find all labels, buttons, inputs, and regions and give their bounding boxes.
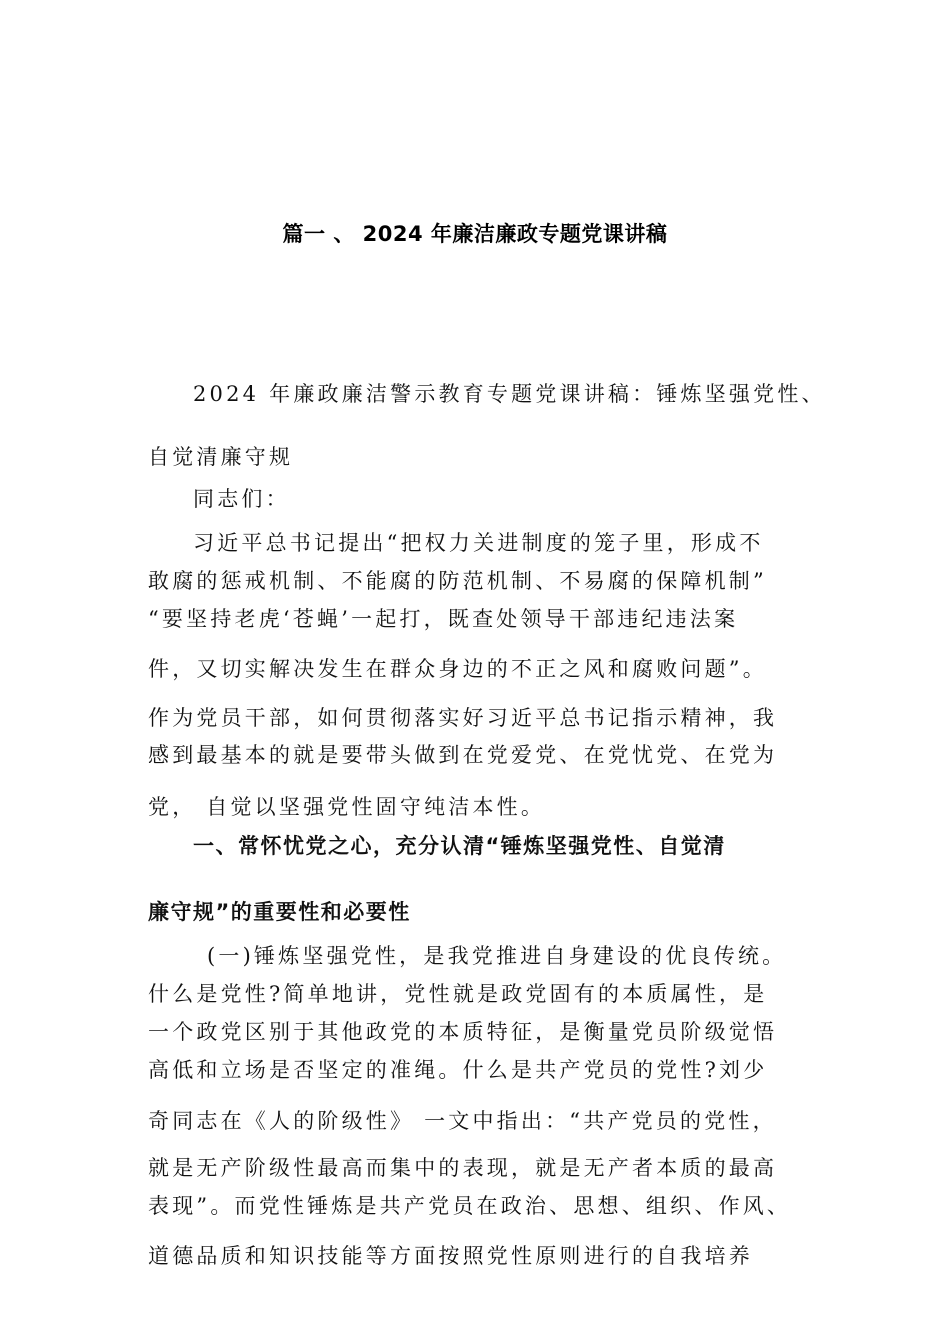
paragraph-line: 2024 年廉政廉洁警示教育专题党课讲稿：锤炼坚强党性、 xyxy=(193,382,826,406)
paragraph-line: 敢腐的惩戒机制、不能腐的防范机制、不易腐的保障机制” xyxy=(148,569,767,593)
section-heading-line: 一、常怀忧党之心，充分认清“锤炼坚强党性、自觉清 xyxy=(193,834,726,858)
paragraph-line: (一)锤炼坚强党性，是我党推进自身建设的优良传统。 xyxy=(207,944,787,968)
paragraph-line: 感到最基本的就是要带头做到在党爱党、在党忧党、在党为 xyxy=(148,743,778,767)
paragraph-line: 作为党员干部，如何贯彻落实好习近平总书记指示精神，我 xyxy=(148,706,778,730)
paragraph-line: 同志们： xyxy=(193,487,290,511)
paragraph-line: 就是无产阶级性最高而集中的表现，就是无产者本质的最高 xyxy=(148,1156,778,1180)
paragraph-line: 什么是党性?简单地讲，党性就是政党固有的本质属性，是 xyxy=(148,982,768,1006)
paragraph-line: 党， 自觉以坚强党性固守纯洁本性。 xyxy=(148,795,546,819)
section-heading-line: 廉守规”的重要性和必要性 xyxy=(148,900,411,924)
paragraph-line: 表现”。而党性锤炼是共产党员在政治、思想、组织、作风、 xyxy=(148,1194,792,1218)
paragraph-line: 高低和立场是否坚定的准绳。什么是共产党员的党性?刘少 xyxy=(148,1058,768,1082)
document-title: 篇一 、 2024 年廉洁廉政专题党课讲稿 xyxy=(282,222,668,246)
paragraph-line: 奇同志在《人的阶级性》 一文中指出：“共产党员的党性， xyxy=(148,1109,777,1133)
paragraph-line: 一个政党区别于其他政党的本质特征，是衡量党员阶级觉悟 xyxy=(148,1020,778,1044)
paragraph-line: 件，又切实解决发生在群众身边的不正之风和腐败问题”。 xyxy=(148,657,767,681)
paragraph-line: “要坚持老虎‘苍蝇’一起打，既查处领导干部违纪违法案 xyxy=(148,607,739,631)
paragraph-line: 习近平总书记提出“把权力关进制度的笼子里，形成不 xyxy=(193,531,764,555)
paragraph-line: 道德品质和知识技能等方面按照党性原则进行的自我培养 xyxy=(148,1244,753,1268)
paragraph-line: 自觉清廉守规 xyxy=(148,445,294,469)
